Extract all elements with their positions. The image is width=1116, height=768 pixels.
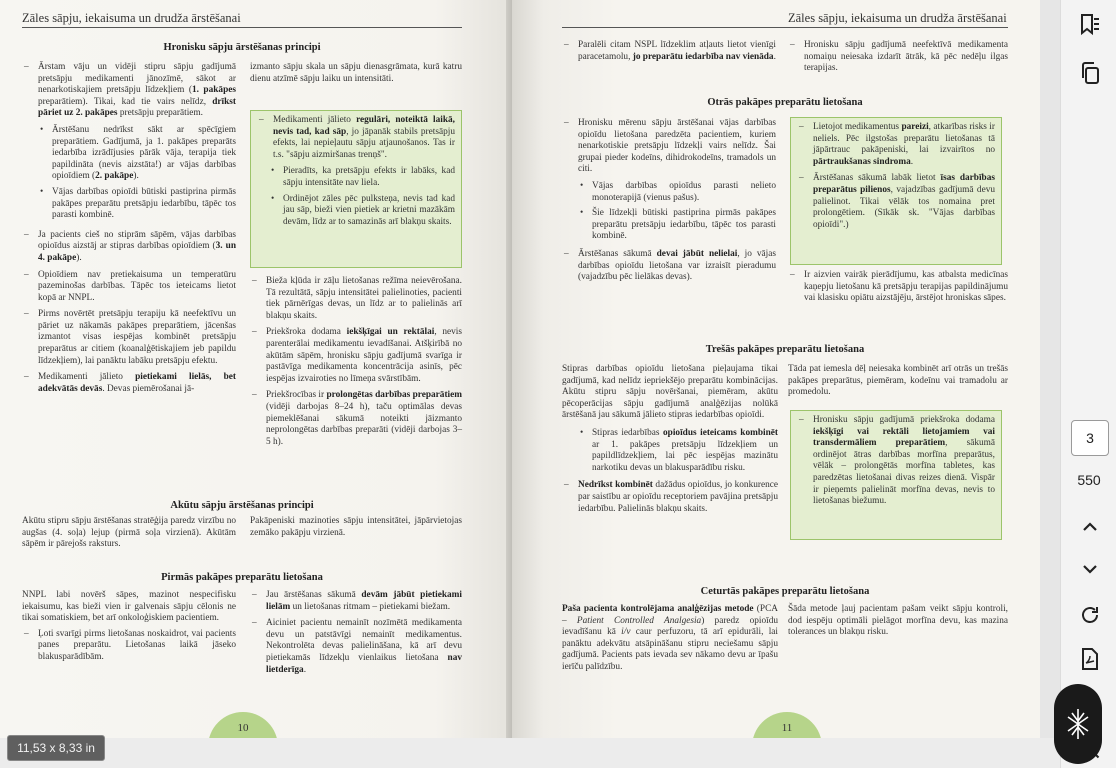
page-number-input[interactable]: 3 xyxy=(1071,420,1109,456)
export-pdf-icon[interactable] xyxy=(1077,646,1103,672)
section-title: Hronisku sāpju ārstēšanas principi xyxy=(163,42,321,53)
assistant-icon[interactable] xyxy=(1054,684,1102,764)
text-column: Paša pacienta kontrolējama analģēzijas metode (PCA – Patient Controlled Analgesia) paredz opioīdu ievadīšanu kā i/v caur perfuzoru, tā arī epidurāli, lai panāktu adekvātu atsāpināšanu stipru neciešamu sāpju gadījumā. Pacients pats ievada sev nākamo devu ar īpašu ierīču palīdzību. xyxy=(562,604,778,672)
text-column: NNPL labi novērš sāpes, mazinot nespecifisku iekaisumu, kas bieži vien ir galvenais sāpju cēlonis ne tikai somatiskiem, bet arī onkoloģiskiem pacientiem. – Ļoti svarīgi pirms lietošanas noskaidrot, vai pacients panes preparātu. Lietošanas laikā jāseko blakusparādībām. xyxy=(22,590,236,669)
page-size-label: 11,53 x 8,33 in xyxy=(7,735,105,761)
running-head: Zāles sāpju, iekaisuma un drudža ārstēšanai xyxy=(788,11,1007,25)
page-number-tab: 11 xyxy=(752,712,822,738)
text-column: – Paralēli citam NSPL līdzeklim atļauts lietot vienīgi paracetamolu, jo preparātu iedarbība nav vienāda. xyxy=(562,40,776,68)
header-rule xyxy=(22,27,462,28)
text-column: Tāda pat iemesla dēļ neiesaka kombinēt arī otrās un trešās pakāpes preparātus, piemēram, kodeīnu vai tramadolu ar promedolu. xyxy=(788,364,1008,398)
section-title: Otrās pakāpes preparātu lietošana xyxy=(707,97,863,108)
page-10 xyxy=(0,0,512,738)
page-number-tab: 10 xyxy=(208,712,278,738)
text-column: – Jau ārstēšanas sākumā devām jābūt pietiekami lielām un lietošanas ritmam – pietiekami biežam. – Aiciniet pacientu nemainīt nozīmētā medikamenta devu un patstāvīgi nemainīt medikamentus. Nekontrolēta devas palielināšana, kā arī devu pietiekamās līdzekļu vienlaikus lietošana nav lietderīga. xyxy=(250,590,462,681)
text-column: – Ir aizvien vairāk pierādījumu, kas atbalsta medicīnas kaņepju lietošanu kā pretsāpju terapijas papildinājumu vai klasisku opiātu aizstājēju, ārstējot hroniskas sāpes. xyxy=(788,270,1008,310)
copy-icon[interactable] xyxy=(1077,60,1103,86)
highlight-box: – Medikamenti jālieto regulāri, noteiktā laikā, nevis tad, kad sāp, jo jāpanāk stabils pretsāpju efekts, lai nepieļautu sāpju atjaunošanos. Tas ir t.s. "sāpju aizmiršanas trenņš". • Pieradīts, ka pretsāpju efekts ir labāks, kad sāpju intensitāte nav liela. • Ordinējot zāles pēc pulksteņa, nevis tad kad jau sāp, bieži vien pietiek ar krietni mazākām devām, līdz ar to samazinās arī blakņu skaits. xyxy=(250,110,462,268)
highlight-box: – Lietojot medikamentus pareizi, atkarības risks ir neliels. Pēc ilgstošas preparātu lietošanas tā jāpārtrauc pakāpeniski, lai izvairītos no pārtraukšanas sindroma. – Ārstēšanas sākumā labāk lietot īsas darbības preparātus pilienos, vajadzības gadījumā devu palielinot. Tikai vēlāk tos nomaina pret prolongētiem. (Sīkāk sk. "Vājas darbības opioīdi".) xyxy=(790,117,1002,265)
text-column: Šāda metode ļauj pacientam pašam veikt sāpju kontroli, dod iespēju optimāli pielāgot morfīna devu, kas mazina tolerances un blakņu risku. xyxy=(788,604,1008,638)
text-column: – Hronisku mērenu sāpju ārstēšanai vājas darbības opioīdu lietošana paredzēta pacientiem, kuriem nenarkotiskie pretsāpju līdzekļi vairs nelīdz. Šai grupai pieder kodeīns, dihidrokodeīns, tramadols un citi. • Vājas darbības opioīdus parasti nelieto monoterapijā (vienus pašus). • Šie līdzekļi būtiski pastiprina pirmās pakāpes preparātu pretsāpju iedarbību, tāpēc tos parasti kombinē. – Ārstēšanas sākumā devai jābūt nelielai, jo vājas darbības opioīdu lietošana var izraisīt pieradumu (vajadzību pēc lielākas devas). xyxy=(562,118,776,289)
bookmark-icon[interactable] xyxy=(1077,12,1103,38)
rotate-icon[interactable] xyxy=(1077,602,1103,628)
chevron-down-icon[interactable] xyxy=(1077,556,1103,582)
header-rule xyxy=(562,27,1008,28)
section-title: Pirmās pakāpes preparātu lietošana xyxy=(161,572,323,583)
section-title: Ceturtās pakāpes preparātu lietošana xyxy=(700,586,870,597)
text-column: Akūtu stipru sāpju ārstēšanas stratēģija paredz virzību no augšas (4. soļa) lejup (pirmā soļa virzienā). Akūtām sāpēm ir pārejošs raksturs. xyxy=(22,516,236,550)
text-column: Stipras darbības opioīdu lietošana pieļaujama tikai gadījumā, kad nelīdz iepriekšējo preparātu kombinācijas. Akūtu stipru sāpju novēršanai, piemēram, akūtu pēcoperācijas sāpju gadījumā analģēzijas nolūkā ārstēšanā jau sākumā jālieto stipras iedarbības opioīdi. • Stipras iedarbības opioīdus ieteicams kombinēt ar 1. pakāpes pretsāpju līdzekļiem un papildlīdzekļiem, lai pēc iespējas mazinātu narkotiku devas un blakusparādību risku. – Nedrīkst kombinēt dažādus opioīdus, jo konkurence par saistību ar opioīdu receptoriem pavājina pretsāpju iedarbību. Palielinās blakņu skaits. xyxy=(562,364,778,520)
section-title: Akūtu sāpju ārstēšanas principi xyxy=(170,500,314,511)
text-column: izmanto sāpju skala un sāpju dienasgrāmata, kurā katru dienu atzīmē sāpju laiku un intensitāti. xyxy=(250,62,462,84)
text-column: – Hronisku sāpju gadījumā neefektīvā medikamenta nomaiņu neiesaka izdarīt ātrāk, kā pēc nedēļu ilgas terapijas. xyxy=(788,40,1008,80)
viewer-toolbar xyxy=(1060,0,1116,768)
page-total: 550 xyxy=(1077,472,1101,488)
running-head: Zāles sāpju, iekaisuma un drudža ārstēšanai xyxy=(22,11,241,25)
text-column: Pakāpeniski mazinoties sāpju intensitātei, jāpārvietojas zemāko pakāpju virzienā. xyxy=(250,516,462,538)
page-11 xyxy=(512,0,1040,738)
highlight-box: – Hronisku sāpju gadījumā priekšroka dodama iekšķīgi vai rektāli lietojamiem vai transdermāliem preparātiem, sākumā ordinējot ātras darbības morfīna preparātus, vēlāk – prolongētās morfīna tabletes, kas paredzētas lietošanai divas reizes dienā. Vispār ir pieņemts palielināt morfīna devas, nevis to lietošanas biežumu. xyxy=(790,410,1002,540)
chevron-up-icon[interactable] xyxy=(1077,514,1103,540)
text-column: – Ārstam vāju un vidēji stipru sāpju gadījumā pretsāpju medikamenti jānozīmē, sākot ar nenarkotiskajiem pretsāpju līdzekļiem (1. pakāpes preparātiem). Tikai, kad tie vairs nelīdz, drīkst pāriet uz 2. pakāpes pretsāpju preparātiem. • Ārstēšanu nedrīkst sākt ar spēcīgiem preparātiem. Gadījumā, ja 1. pakāpes preparāts iedarbība izrādījusies pārāk vāja, terapija tiek papildināta (nevis aizstāta!) ar vājas darbības opioīdiem (2. pakāpe). • Vājas darbības opioīdi būtiski pastiprina pirmās pakāpes preparātu pretsāpju iedarbību, tāpēc tos parasti kombinē. – Ja pacients cieš no stiprām sāpēm, vājas darbības opioīdus aizstāj ar stipras darbības opioīdiem (3. un 4. pakāpe). – Opioīdiem nav pretiekaisuma un temperatūru pazeminošas darbības. Tāpēc tos ieteicams lietot kopā ar NNPL. – Pirms novērtēt pretsāpju terapiju kā neefektīvu un pāriet uz nākamās pakāpes preparātiem, jācenšas izmantot visas iespējas kombinēt pretsāpju preparātus ar citiem (koanalģētiskajiem jeb papildu līdzekļiem), lai panāktu labāku pretsāpju efektu. – Medikamenti jālieto pietiekami lielās, bet adekvātās devās. Devas piemērošanai jā- xyxy=(22,62,236,400)
section-title: Trešās pakāpes preparātu lietošana xyxy=(705,344,865,355)
text-column: – Bieža kļūda ir zāļu lietošanas režīma neievērošana. Tā rezultātā, sāpju intensitātei palielinoties, pacienti tiek pārnērīgas devas, un līdz ar to palielinās arī blakņu skaits. – Priekšroka dodama iekšķīgai un rektālai, nevis parenterālai medikamentu ievadīšanai. Atšķirībā no akūtām sāpēm, hronisku sāpju gadījumā svarīga ir pastāvīga medikamenta koncentrācija asinīs, pēc iespējas izvairoties no līmeņa svārstībām. – Priekšrocības ir prolongētas darbības preparātiem (vidēji darbojas 8–24 h), taču optimālas devas piemeklēšanai sākumā noteikti jāizmanto neprolongētas darbības preparāti (vidēji darbojas 3–5 h). xyxy=(250,276,462,453)
